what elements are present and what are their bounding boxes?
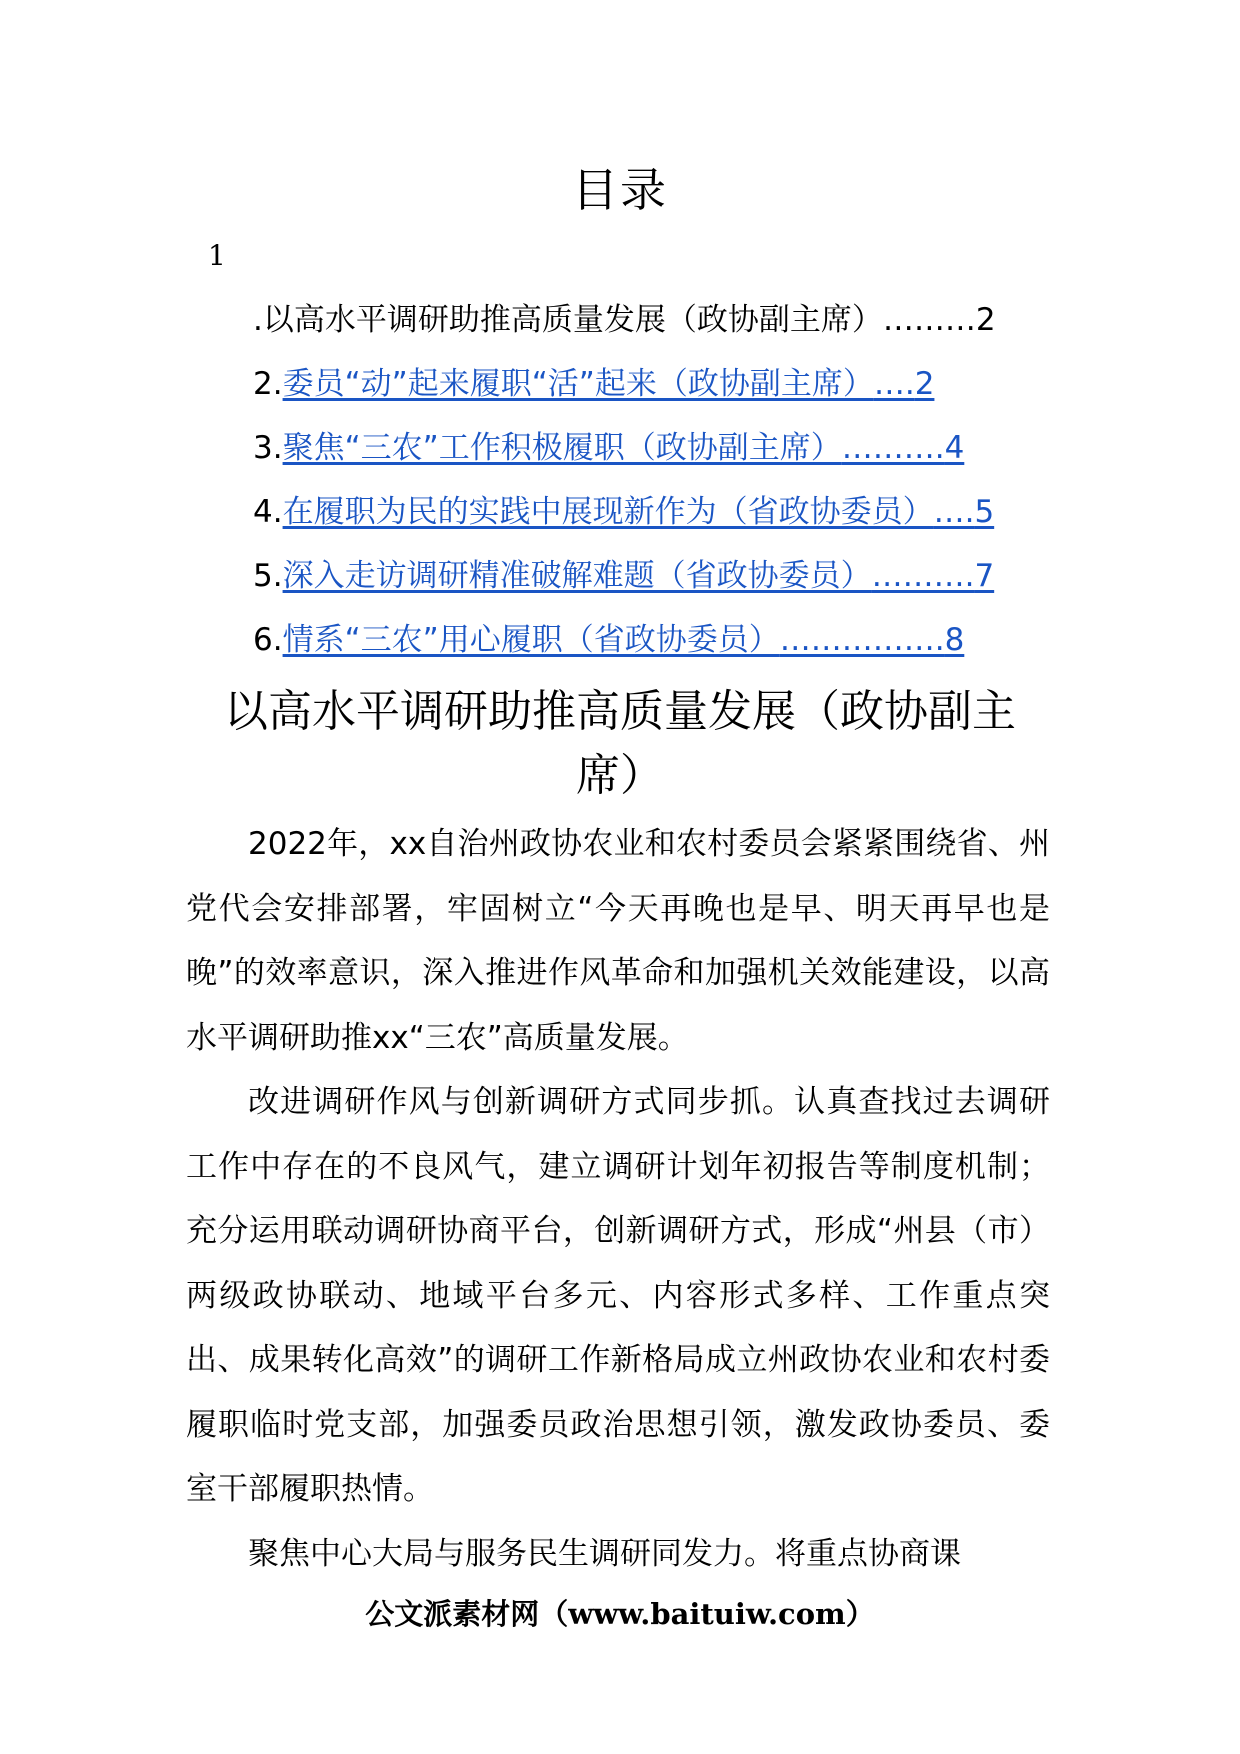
toc-item-page: 7 [974, 558, 995, 594]
toc-item-leader: …. [873, 366, 915, 402]
toc-item-number: 4. [253, 494, 283, 530]
toc-item-page: 8 [944, 622, 965, 658]
toc-item-link[interactable]: 委员“动”起来履职“活”起来（政协副主席） [282, 366, 874, 402]
toc-item-page: 2 [975, 302, 996, 338]
toc-item-link[interactable]: 深入走访调研精准破解难题（省政协委员） [282, 558, 872, 594]
toc-item-leader: ……………. [779, 622, 945, 658]
toc-marker: 1 [208, 239, 226, 272]
toc-item-link[interactable]: 在履职为民的实践中展现新作为（省政协委员） [282, 494, 934, 530]
toc-item-page: 4 [944, 430, 965, 466]
body-paragraph-1: 2022年，xx自治州政协农业和农村委员会紧紧围绕省、州党代会安排部署，牢固树立“今天再晚也是早、明天再早也是晚”的效率意识，深入推进作风革命和加强机关效能建设，以高水平调研助推xx“三农”高质量发展。 [186, 826, 1050, 1056]
toc-item-number: 5. [253, 558, 283, 594]
toc-item-leader: ………. [871, 558, 975, 594]
toc-title: 目录 [572, 163, 668, 217]
article-title-line-2: 席） [576, 750, 664, 801]
toc-item-1[interactable] [253, 298, 1053, 362]
toc-item-6[interactable] [253, 618, 1053, 682]
toc-item-2[interactable] [253, 362, 1053, 426]
toc-item-number: 2. [253, 366, 283, 402]
toc-item-page: 2 [914, 366, 935, 402]
toc-list [253, 298, 1053, 682]
toc-item-leader: …. [933, 494, 975, 530]
article-title-line-1: 以高水平调研助推高质量发展（政协副主 [224, 686, 1016, 737]
toc-item-leader: ……… [882, 302, 976, 338]
toc-item-number: 6. [253, 622, 283, 658]
toc-item-3[interactable] [253, 426, 1053, 490]
toc-item-page: 5 [974, 494, 995, 530]
footer-watermark: 公文派素材网（www.baituiw.com） [365, 1597, 875, 1631]
article-body [186, 812, 1050, 1586]
article-title [185, 680, 1055, 808]
toc-item-text: .以高水平调研助推高质量发展（政协副主席） [253, 302, 883, 338]
toc-item-number: 3. [253, 430, 283, 466]
toc-item-link[interactable]: 聚焦“三农”工作积极履职（政协副主席） [282, 430, 842, 466]
toc-item-4[interactable] [253, 490, 1053, 554]
toc-item-link[interactable]: 情系“三农”用心履职（省政协委员） [282, 622, 780, 658]
toc-item-leader: ………. [841, 430, 945, 466]
body-paragraph-2: 改进调研作风与创新调研方式同步抓。认真查找过去调研工作中存在的不良风气，建立调研计划年初报告等制度机制；充分运用联动调研协商平台，创新调研方式，形成“州县（市）两级政协联动、地域平台多元、内容形式多样、工作重点突出、成果转化高效”的调研工作新格局成立州政协农业和农村委履职临时党支部，加强委员政治思想引领，激发政协委员、委室干部履职热情。 [186, 1084, 1050, 1507]
toc-item-5[interactable] [253, 554, 1053, 618]
body-paragraph-3: 聚焦中心大局与服务民生调研同发力。将重点协商课 [248, 1535, 961, 1572]
